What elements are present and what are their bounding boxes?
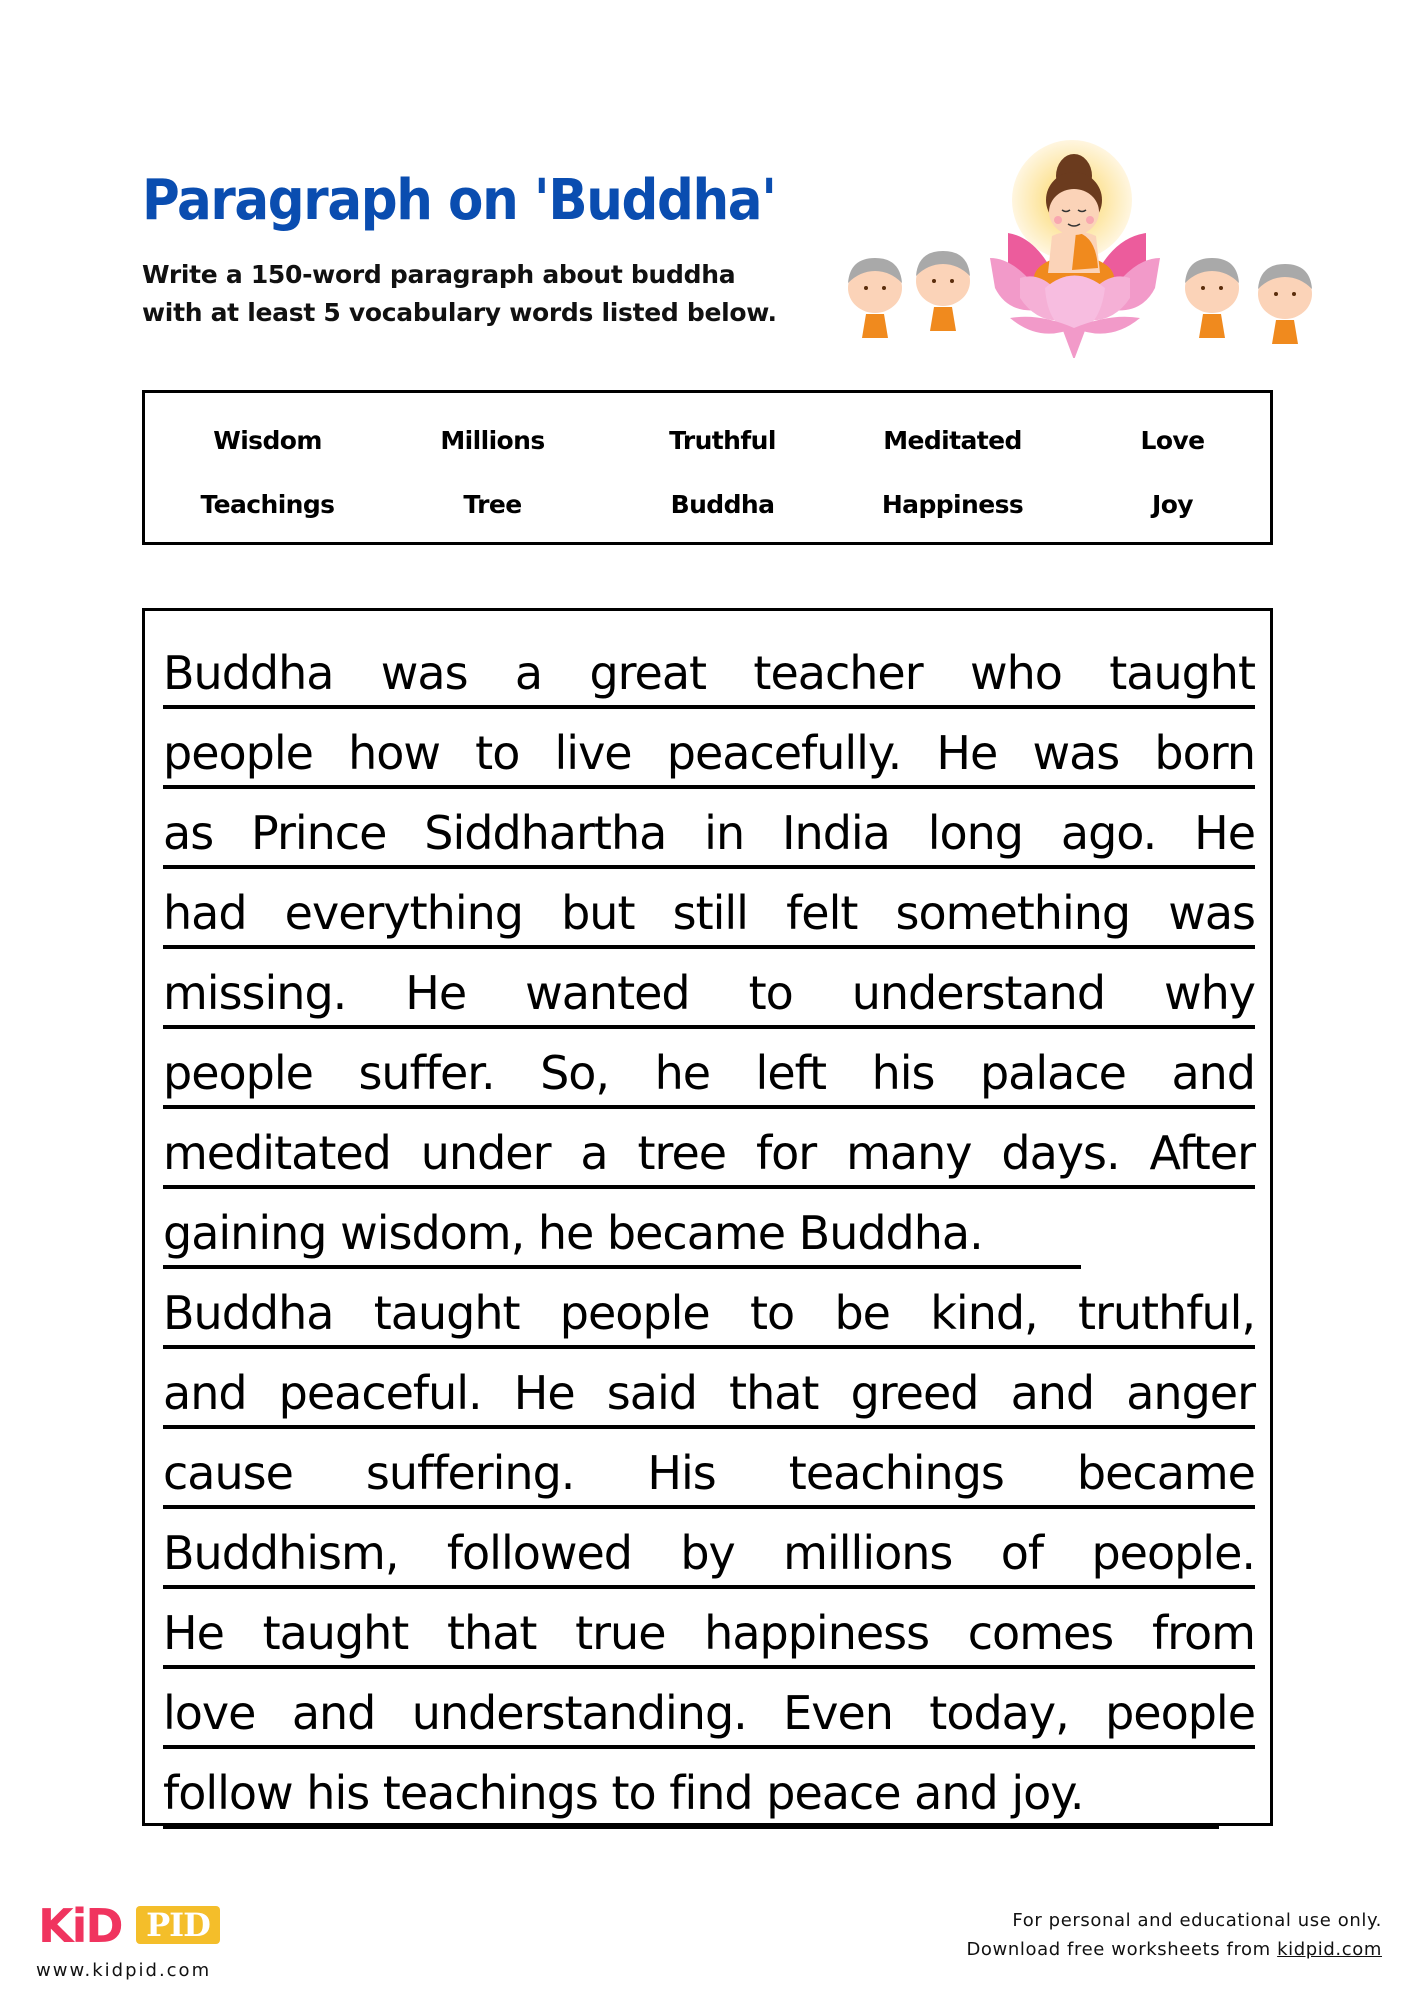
vocabulary-grid [145,393,1270,542]
paragraph-line: as Prince Siddhartha in India long ago. He [163,789,1255,869]
paragraph-line: and peaceful. He said that greed and anger [163,1349,1255,1429]
vocab-word: Truthful [669,425,776,455]
paragraph-line: follow his teachings to find peace and joy. [163,1749,1219,1829]
paragraph-line: had everything but still felt something was [163,869,1255,949]
logo-pid-badge: PID [136,1906,220,1944]
paragraph-line: meditated under a tree for many days. After [163,1109,1255,1189]
vocab-word: Happiness [881,489,1024,519]
paragraph-line: cause suffering. His teachings became [163,1429,1255,1509]
instructions-line-1: Write a 150-word paragraph about buddha [142,260,736,289]
paragraph-line: love and understanding. Even today, people [163,1669,1255,1749]
instructions [142,256,862,332]
paragraph-line: Buddha taught people to be kind, truthful, [163,1269,1255,1349]
paragraph-line: gaining wisdom, he became Buddha. [163,1189,1081,1269]
vocab-word: Millions [440,425,545,455]
vocab-word: Teachings [200,489,335,519]
vocab-word: Wisdom [213,425,322,455]
monk-3 [1185,258,1239,338]
vocab-word: Meditated [883,425,1022,455]
logo-kid-text: KiD [38,1899,122,1953]
paragraph-lines [163,629,1255,1829]
logo-url: www.kidpid.com [36,1960,212,1981]
paragraph-line: people suffer. So, he left his palace and [163,1029,1255,1109]
buddha-monks-illustration [830,128,1330,358]
paragraph-box [142,608,1273,1826]
paragraph-line: Buddha was a great teacher who taught [163,629,1255,709]
kidpid-link[interactable]: kidpid.com [1277,1939,1382,1960]
monk-1 [848,258,902,338]
vocabulary-box [142,390,1273,545]
paragraph-line: missing. He wanted to understand why [163,949,1255,1029]
footer-note-line-1: For personal and educational use only. [1012,1910,1382,1931]
footer-note [966,1906,1382,1964]
footer-note-line-2: Download free worksheets from kidpid.com [966,1939,1382,1960]
vocab-word: Love [1140,425,1205,455]
page-title: Paragraph on 'Buddha' [142,168,776,233]
instructions-line-2: with at least 5 vocabulary words listed below. [142,298,777,327]
vocab-word: Joy [1152,489,1193,519]
paragraph-line: people how to live peacefully. He was born [163,709,1255,789]
vocab-word: Tree [463,489,522,519]
vocab-word: Buddha [670,489,775,519]
paragraph-line: He taught that true happiness comes from [163,1589,1255,1669]
kidpid-logo[interactable] [38,1900,218,1952]
monk-2 [916,251,970,331]
paragraph-line: Buddhism, followed by millions of people. [163,1509,1255,1589]
monk-4 [1258,264,1312,344]
